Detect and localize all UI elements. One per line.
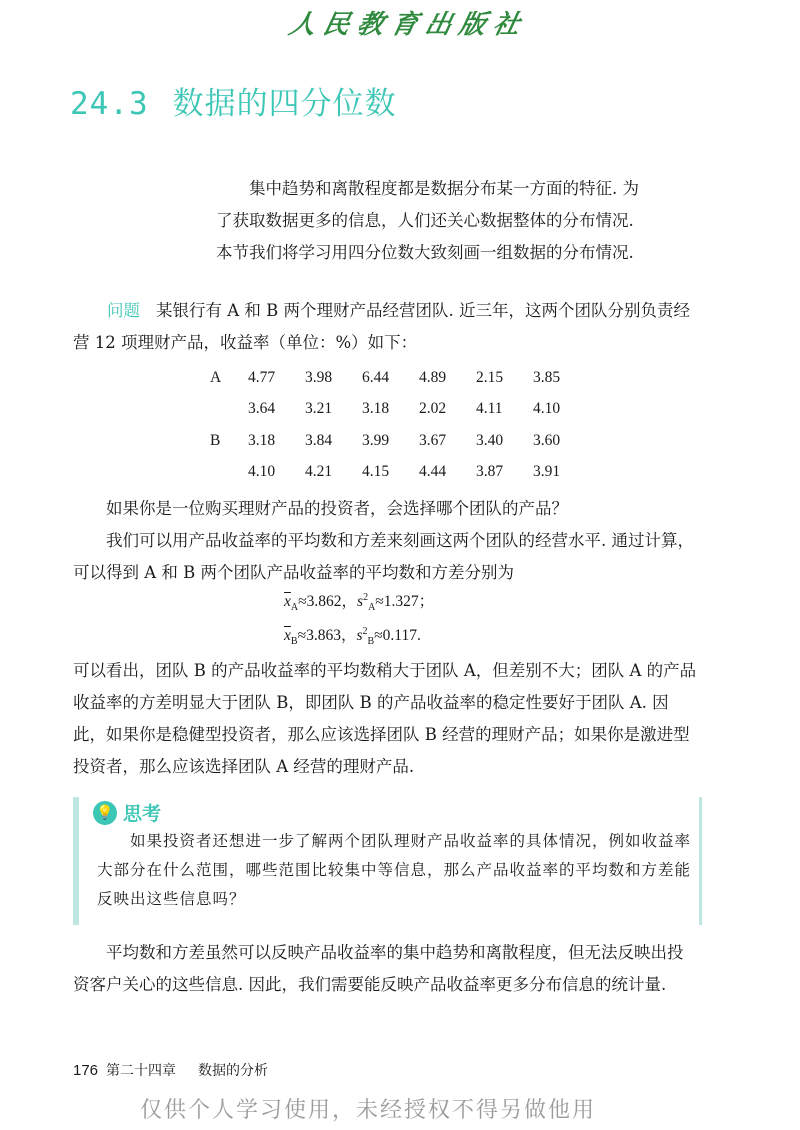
publisher-logo: 人民教育出版社 [286, 10, 531, 40]
return-value: 3.60 [533, 431, 561, 449]
return-value: 3.18 [248, 431, 276, 449]
mean-subscript: B [290, 636, 298, 648]
table-row [210, 394, 590, 426]
variance-superscript: 2 [362, 625, 368, 637]
variance-subscript: B [367, 636, 375, 648]
chapter-label: 第二十四章 [106, 1063, 177, 1079]
intro-line-1: 集中趋势和离散程度都是数据分布某一方面的特征. 为 [249, 179, 639, 198]
return-value: 3.91 [533, 463, 561, 481]
variance-value: ≈0.117. [374, 627, 421, 644]
return-value: 3.21 [305, 400, 333, 418]
return-value: 2.15 [476, 368, 504, 386]
return-value: 4.89 [419, 368, 447, 386]
section-title [70, 78, 397, 123]
return-value: 3.87 [476, 463, 504, 481]
return-value: 4.10 [248, 463, 276, 481]
return-value: 6.44 [362, 368, 390, 386]
return-value: 4.21 [305, 463, 333, 481]
lightbulb-icon: 💡 [93, 801, 117, 825]
mean-value: ≈3.863， [297, 627, 357, 644]
final-paragraph: 平均数和方差虽然可以反映产品收益率的集中趋势和离散程度，但无法反映出投资客户关心的这些信息. 因此，我们需要能反映产品收益率更多分布信息的统计量. [73, 943, 684, 994]
team-label [210, 394, 248, 426]
page-footer [73, 1060, 268, 1080]
return-value: 3.84 [305, 431, 333, 449]
watermark-text: 仅供个人学习使用，未经授权不得另做他用 [140, 1098, 597, 1123]
conclusion-paragraph: 可以看出，团队 B 的产品收益率的平均数稍大于团队 A，但差别不大；团队 A 的产品收益率的方差明显大于团队 B，即团队 B 的产品收益率的稳定性要好于团队 A. 因此，如果你是稳健型投资者，那么应该选择团队 B 经营的理财产品；如果你是激进型投资者，那么应该选择团队 A 经营的理财产品. [73, 661, 697, 776]
formula-team-b [284, 623, 421, 647]
think-box [73, 797, 702, 925]
returns-table [210, 362, 590, 488]
return-value: 4.11 [476, 400, 503, 418]
table-row [210, 425, 590, 457]
intro-paragraph [216, 173, 698, 269]
mean-symbol: $\overline{x}$ [284, 627, 291, 644]
return-value: 3.98 [305, 368, 333, 386]
return-value: 4.44 [419, 463, 447, 481]
think-text: 如果投资者还想进一步了解两个团队理财产品收益率的具体情况，例如收益率大部分在什么范围，哪些范围比较集中等信息，那么产品收益率的平均数和方差能反映出这些信息吗？ [97, 832, 692, 908]
mean-subscript: A [290, 602, 299, 614]
intro-line-2: 了获取数据更多的信息，人们还关心数据整体的分布情况. [216, 211, 634, 230]
table-row [210, 457, 590, 489]
problem-text: 某银行有 A 和 B 两个理财产品经营团队. 近三年，这两个团队分别负责经营 12 项理财产品，收益率（单位：%）如下： [73, 301, 691, 352]
return-value: 3.85 [533, 368, 561, 386]
section-name: 数据的四分位数 [172, 86, 397, 122]
variance-superscript: 2 [363, 591, 369, 603]
return-value: 4.10 [533, 400, 561, 418]
variance-symbol: s [357, 593, 364, 610]
mean-symbol: $\overline{x}$ [284, 593, 291, 610]
chapter-title: 数据的分析 [198, 1063, 269, 1079]
variance-subscript: A [368, 602, 376, 614]
formula-team-a [284, 589, 434, 613]
return-value: 3.67 [419, 431, 447, 449]
return-value: 3.18 [362, 400, 390, 418]
section-number: 24.3 [70, 86, 149, 122]
intro-line-3: 本节我们将学习用四分位数大致刻画一组数据的分布情况. [216, 243, 634, 262]
return-value: 2.02 [419, 400, 447, 418]
calculation-paragraph: 我们可以用产品收益率的平均数和方差来刻画这两个团队的经营水平. 通过计算，可以得到 A 和 B 两个团队产品收益率的平均数和方差分别为 [73, 531, 694, 582]
variance-value: ≈1.327； [375, 593, 435, 610]
problem-paragraph [73, 295, 698, 359]
return-value: 3.40 [476, 431, 504, 449]
return-value: 3.64 [248, 400, 276, 418]
return-value: 3.99 [362, 431, 390, 449]
team-label: B [210, 431, 221, 449]
team-label: A [210, 368, 222, 386]
page-number: 176 [73, 1062, 99, 1079]
problem-label: 问题 [107, 301, 140, 320]
return-value: 4.15 [362, 463, 390, 481]
mean-value: ≈3.862， [298, 593, 358, 610]
variance-symbol: s [356, 627, 363, 644]
return-value: 4.77 [248, 368, 276, 386]
table-row [210, 362, 590, 394]
think-heading [93, 799, 161, 826]
think-title: 思考 [123, 803, 162, 825]
team-label [210, 457, 248, 489]
question-paragraph: 如果你是一位购买理财产品的投资者，会选择哪个团队的产品？ [106, 499, 568, 518]
